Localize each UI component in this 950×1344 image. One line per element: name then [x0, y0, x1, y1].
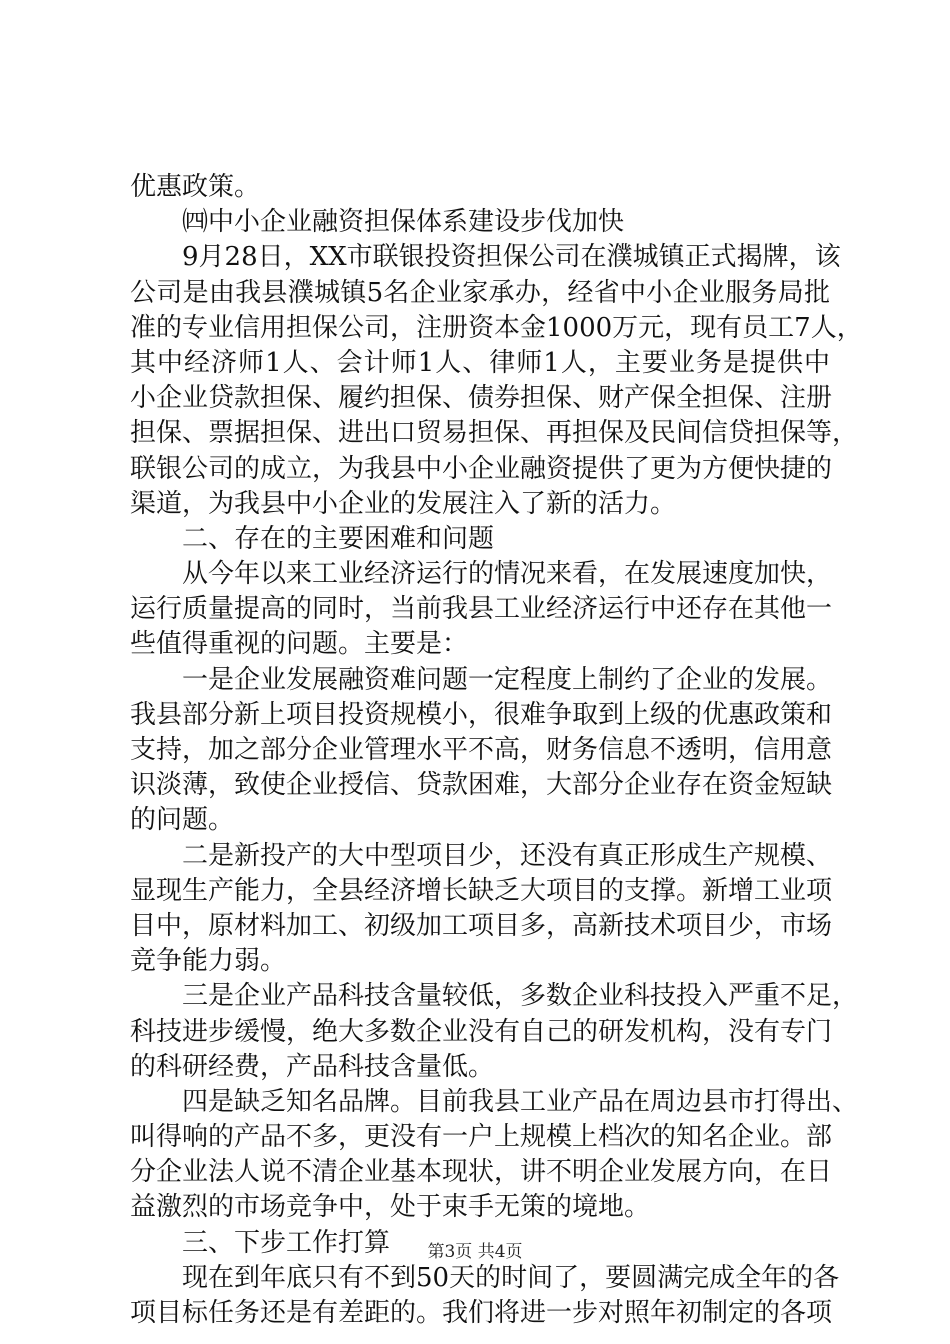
text-line: 二、存在的主要困难和问题	[182, 523, 495, 554]
text-line: 的科研经费，产品科技含量低。	[130, 1051, 495, 1082]
text-line: 二是新投产的大中型项目少，还没有真正形成生产规模、	[182, 840, 833, 871]
text-line: 9月28日，XX市联银投资担保公司在濮城镇正式揭牌，该	[182, 242, 841, 273]
text-line: 准的专业信用担保公司，注册资本金1000万元，现有员工7人，	[130, 312, 863, 343]
text-line: 的问题。	[130, 805, 235, 836]
text-line: 担保、票据担保、进出口贸易担保、再担保及民间信贷担保等，	[130, 418, 859, 449]
text-line: ㈣中小企业融资担保体系建设步伐加快	[182, 207, 625, 238]
text-line: 现在到年底只有不到50天的时间了，要圆满完成全年的各	[182, 1262, 840, 1293]
text-line: 些值得重视的问题。主要是：	[130, 629, 469, 660]
text-line: 支持，加之部分企业管理水平不高，财务信息不透明，信用意	[130, 735, 833, 765]
text-line: 识淡薄，致使企业授信、贷款困难，大部分企业存在资金短缺	[130, 770, 833, 801]
text-line: 项目标任务还是有差距的。我们将进一步对照年初制定的各项	[130, 1298, 833, 1328]
text-line: 益激烈的市场竞争中，处于束手无策的境地。	[130, 1192, 651, 1223]
text-line: 优惠政策。	[130, 172, 261, 202]
text-line: 联银公司的成立，为我县中小企业融资提供了更为方便快捷的	[130, 453, 833, 484]
page-footer: 第3页 共4页	[427, 1242, 523, 1262]
text-line: 目中，原材料加工、初级加工项目多，高新技术项目少，市场	[130, 910, 833, 941]
text-line: 我县部分新上项目投资规模小，很难争取到上级的优惠政策和	[130, 699, 833, 730]
text-line: 三是企业产品科技含量较低，多数企业科技投入严重不足，	[182, 981, 859, 1012]
text-line: 叫得响的产品不多，更没有一户上规模上档次的知名企业。部	[130, 1122, 833, 1153]
text-line: 一是企业发展融资难问题一定程度上制约了企业的发展。	[182, 664, 833, 695]
text-line: 分企业法人说不清企业基本现状，讲不明企业发展方向，在日	[130, 1157, 833, 1188]
text-line: 运行质量提高的同时，当前我县工业经济运行中还存在其他一	[130, 594, 833, 625]
document-body	[130, 170, 863, 1331]
text-line: 显现生产能力，全县经济增长缺乏大项目的支撑。新增工业项	[130, 875, 833, 906]
text-line: 小企业贷款担保、履约担保、债券担保、财产保全担保、注册	[130, 383, 833, 414]
text-line: 三、下步工作打算	[182, 1227, 391, 1258]
text-line: 科技进步缓慢，绝大多数企业没有自己的研发机构，没有专门	[130, 1016, 833, 1047]
text-line: 公司是由我县濮城镇5名企业家承办，经省中小企业服务局批	[130, 277, 830, 308]
text-line: 四是缺乏知名品牌。目前我县工业产品在周边县市打得出、	[182, 1086, 859, 1117]
text-line: 竞争能力弱。	[130, 946, 287, 977]
text-line: 从今年以来工业经济运行的情况来看，在发展速度加快，	[182, 559, 833, 590]
text-line: 其中经济师1人、会计师1人、律师1人，主要业务是提供中	[130, 347, 830, 378]
text-line: 渠道，为我县中小企业的发展注入了新的活力。	[130, 488, 677, 519]
